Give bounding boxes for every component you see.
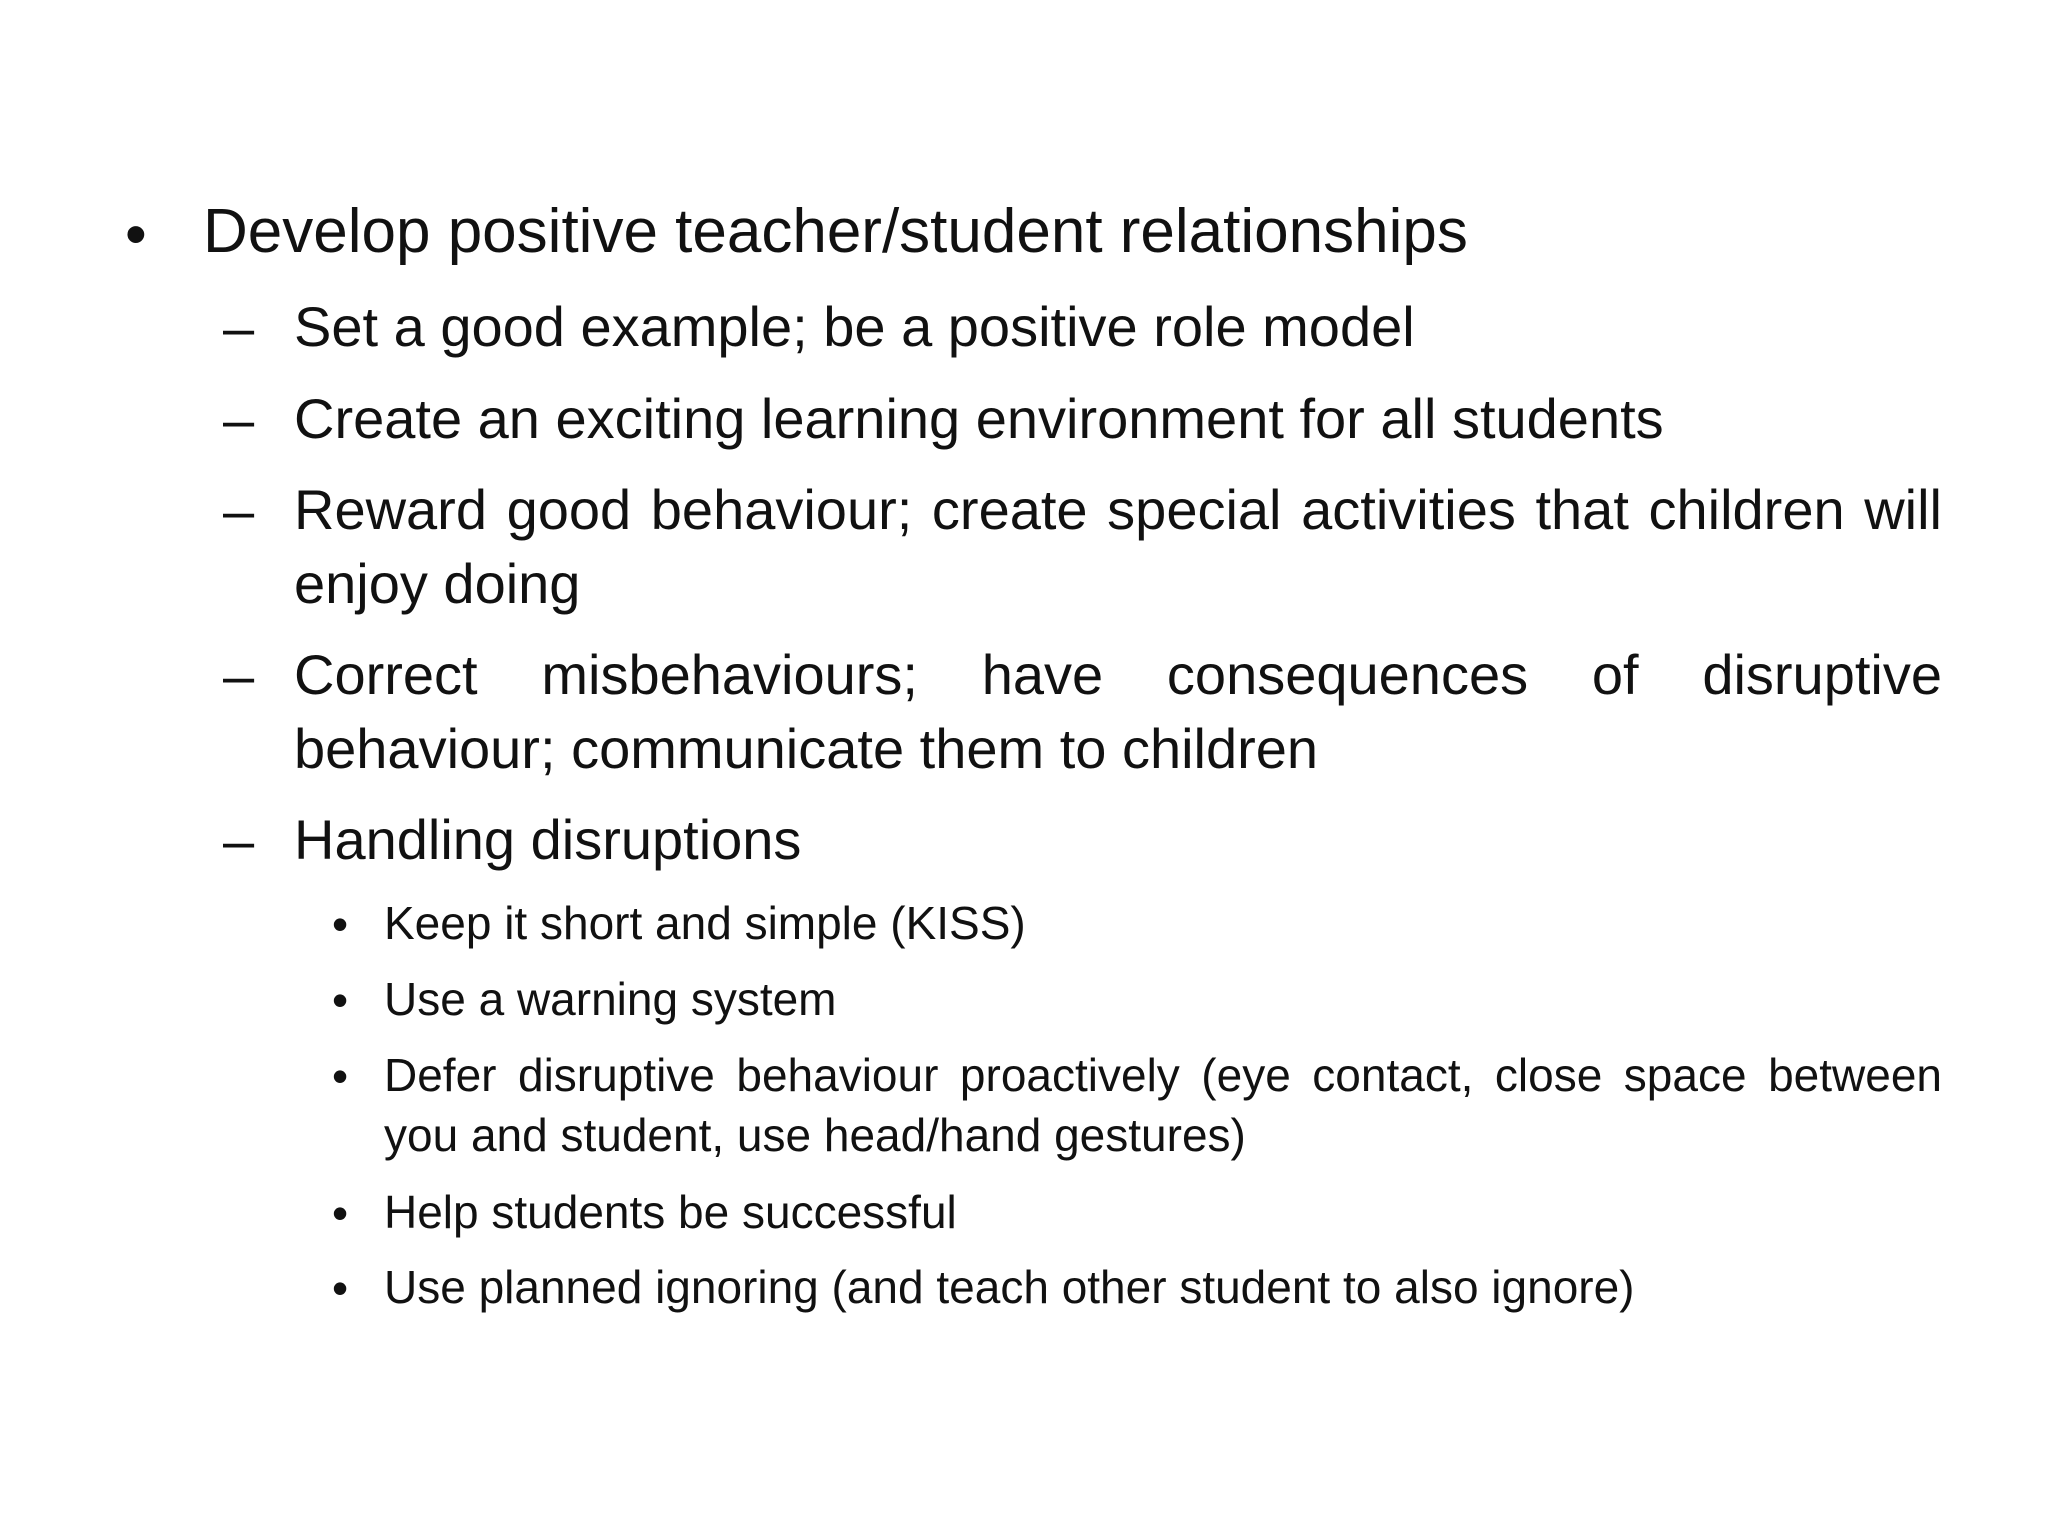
bullet-text: Correct misbehaviours; have consequences of disruptive behaviour; communicate them to children [294, 643, 1942, 780]
bullet-text: Reward good behaviour; create special activities that children will enjoy doing [294, 478, 1942, 615]
bullet-marker: • [332, 1187, 349, 1239]
bullet-text: Use planned ignoring (and teach other student to also ignore) [384, 1261, 1635, 1313]
dash-marker: – [223, 479, 255, 542]
dash-marker: – [223, 809, 255, 872]
bullet-text: Help students be successful [384, 1186, 957, 1238]
bullet-marker: • [332, 1050, 349, 1102]
dash-marker: – [223, 296, 255, 359]
bullet-text: Keep it short and simple (KISS) [384, 897, 1026, 949]
bullet-marker: • [332, 898, 349, 950]
bullet-text: Use a warning system [384, 973, 837, 1025]
dash-marker: – [223, 388, 255, 451]
bullet-marker: • [332, 974, 349, 1026]
bullet-marker: • [125, 200, 147, 269]
dash-marker: – [223, 644, 255, 707]
bullet-text: Handling disruptions [294, 808, 802, 871]
bullet-text: Develop positive teacher/student relationships [203, 197, 1468, 266]
bullet-text: Defer disruptive behaviour proactively (eye contact, close space between you and student, use head/hand gestures) [384, 1049, 1942, 1161]
bullet-marker: • [332, 1262, 349, 1314]
bullet-text: Create an exciting learning environment for all students [294, 387, 1664, 450]
bullet-text: Set a good example; be a positive role model [294, 295, 1415, 358]
